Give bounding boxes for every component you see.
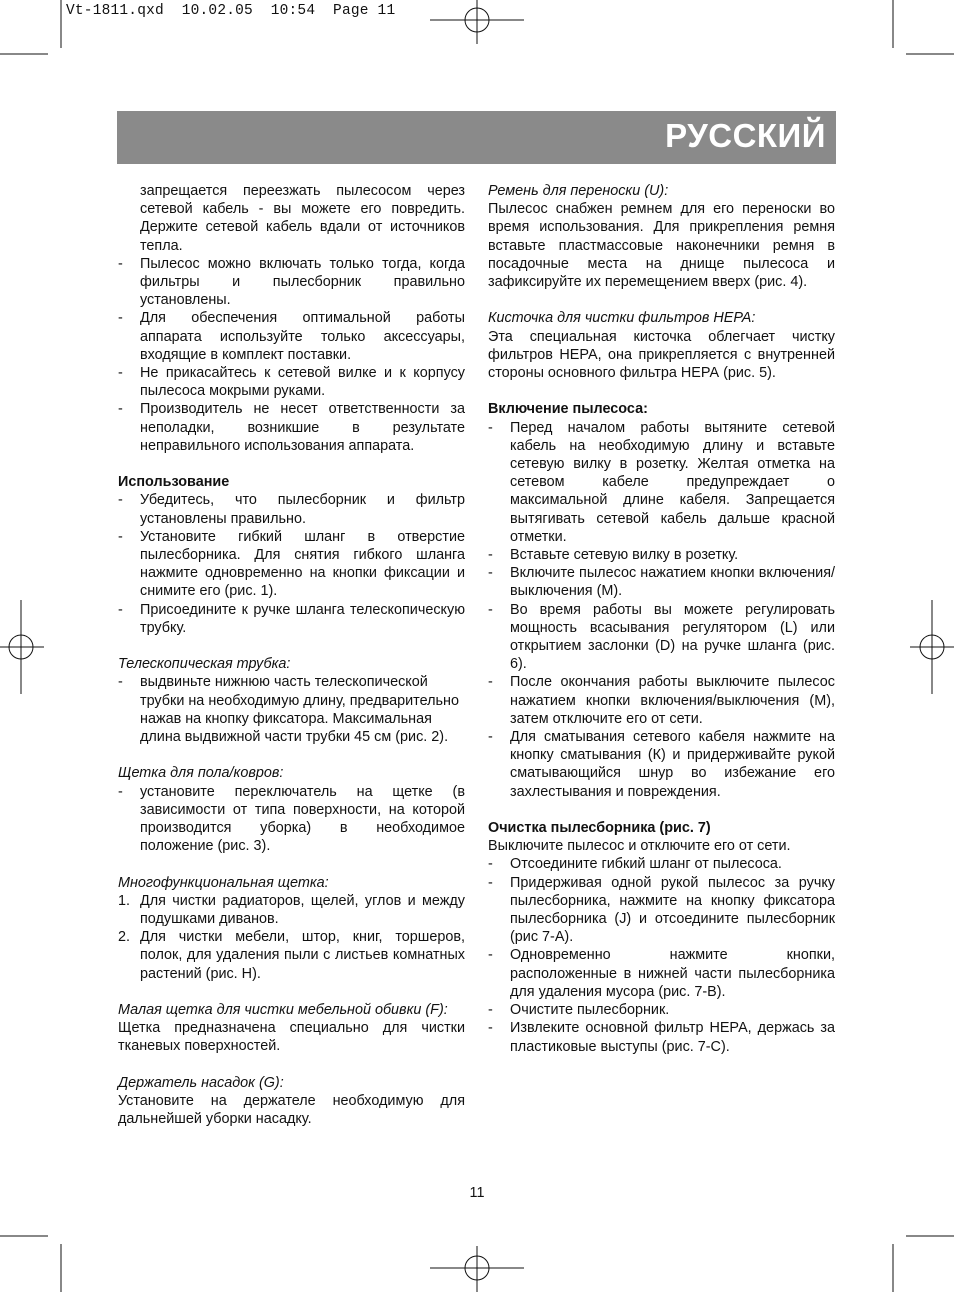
list-item: - Придерживая одной рукой пылесос за ручку пылесборника, нажмите на кнопку фиксатора пылесборника (J) и отсоедините пылесборник (рис 7-А). [488,874,835,946]
section-heading-small-brush: Малая щетка для чистки мебельной обивки (F): [118,1002,448,1019]
list-item: - Присоедините к ручке шланга телескопическую трубку. [118,601,465,636]
section-heading-tube: Телескопическая трубка: [118,656,291,673]
list-item: - Очистите пылесборник. [488,1002,670,1019]
registration-mark-top [430,0,524,44]
list-item: - Вставьте сетевую вилку в розетку. [488,547,739,564]
paragraph: Эта специальная кисточка облегчает чистку фильтров НЕРА, она прикрепляется с внутренней стороны основного фильтра НЕРА (рис. 5). [488,328,835,382]
list-item: - Убедитесь, что пылесборник и фильтр установлены правильно. [118,492,465,527]
section-heading-holder: Держатель насадок (G): [118,1074,284,1091]
left-column [118,182,465,1128]
registration-mark-left [0,600,44,694]
list-item: - Извлеките основной фильтр НЕРА, держась за пластиковые выступы (рис. 7-С). [488,1020,835,1055]
page-number: 11 [469,1185,485,1201]
list-item: - Производитель не несет ответственности за неполадки, возникшие в результате неправильного использования аппарата. [118,401,465,454]
list-item: - Одновременно нажмите кнопки, расположенные в нижней части пылесборника для удаления мусора (рис. 7-В). [488,947,835,1000]
section-heading-floor-brush: Щетка для пола/ковров: [118,765,284,782]
list-item: - После окончания работы выключите пылесос нажатием кнопки включения/выключения (М), затем отключите его от сети. [488,674,835,727]
list-item: - Включите пылесос нажатием кнопки включения/выключения (М). [488,565,835,600]
list-item: - Не прикасайтесь к сетевой вилке и к корпусу пылесоса мокрыми руками. [118,365,465,400]
list-item: - установите переключатель на щетке (в зависимости от типа поверхности, на которой производится уборка) в необходимое положение (рис. 3). [118,783,465,855]
section-heading-dust-container: Очистка пылесборника (рис. 7) [488,820,711,837]
paragraph: Пылесос снабжен ремнем для его переноски во время использования. Для прикрепления ремня вставьте пластмассовые наконечники ремня в посадочные места на днище пылесоса и зафиксируйте их перемещением вверх (рис. 4). [488,201,835,291]
language-banner [117,111,836,164]
section-heading-belt: Ремень для переноски (U): [488,183,669,199]
registration-mark-right [910,600,954,694]
list-item: 1. Для чистки радиаторов, щелей, углов и между подушками диванов. [118,892,465,928]
list-item: - выдвиньте нижнюю часть телескопической трубки на необходимую длину, предварительно нажав на кнопку фиксатора. Максимальная длина выдвижной части трубки 45 см (рис. 2). [118,674,459,746]
list-item [118,182,465,255]
list-item: - Для сматывания сетевого кабеля нажмите на кнопку сматывания (К) и придерживайте рукой сматывающийся шнур во избежание его захлестывания и повреждения. [488,729,835,800]
paragraph: Выключите пылесос и отключите его от сети. [488,838,791,855]
registration-mark-bottom [430,1246,524,1292]
paragraph: Щетка предназначена специально для чистки тканевых поверхностей. [118,1020,465,1055]
print-slug: Vt-1811.qxd 10.02.05 10:54 Page 11 [66,3,396,19]
right-column [488,182,835,1056]
section-heading-hepa-brush: Кисточка для чистки фильтров НЕРА: [488,310,756,327]
list-item: 2. Для чистки мебели, штор, книг, торшеров, полок, для удаления пыли с листьев комнатных растений (рис. Н). [118,929,465,982]
list-item: - Пылесос можно включать только тогда, когда фильтры и пылесборник правильно установлены. [118,255,465,309]
section-heading-multi-brush: Многофункциональная щетка: [118,874,329,891]
intro-continuation: запрещается переезжать пылесосом через сетевой кабель - вы можете его повредить. Держите сетевой кабель вдали от источников тепла. [140,183,465,254]
list-item: - Установите гибкий шланг в отверстие пылесборника. Для снятия гибкого шланга нажмите одновременно на кнопки фиксации и снимите его (рис. 1). [118,528,465,600]
paragraph: Установите на держателе необходимую для дальнейшей уборки насадку. [118,1093,465,1128]
list-item: - Отсоедините гибкий шланг от пылесоса. [488,856,782,873]
section-heading-power-on: Включение пылесоса: [488,401,648,418]
section-heading-usage: Использование [118,474,230,491]
list-item: - Во время работы вы можете регулировать мощность всасывания регулятором (L) или открытием заслонки (D) на ручке шланга (рис. 6). [488,601,835,673]
banner-title: РУССКИЙ [665,117,826,154]
list-item: - Перед началом работы вытяните сетевой кабель на необходимую длину и вставьте сетевую вилку в розетку. Желтая отметка на сетевом кабеле предупреждает о максимальной длине кабеля. Запрещается вытягивать сетевой кабель дальше красной отметки. [488,419,835,545]
list-item: - Для обеспечения оптимальной работы аппарата используйте только аксессуары, входящие в комплект поставки. [118,310,465,363]
